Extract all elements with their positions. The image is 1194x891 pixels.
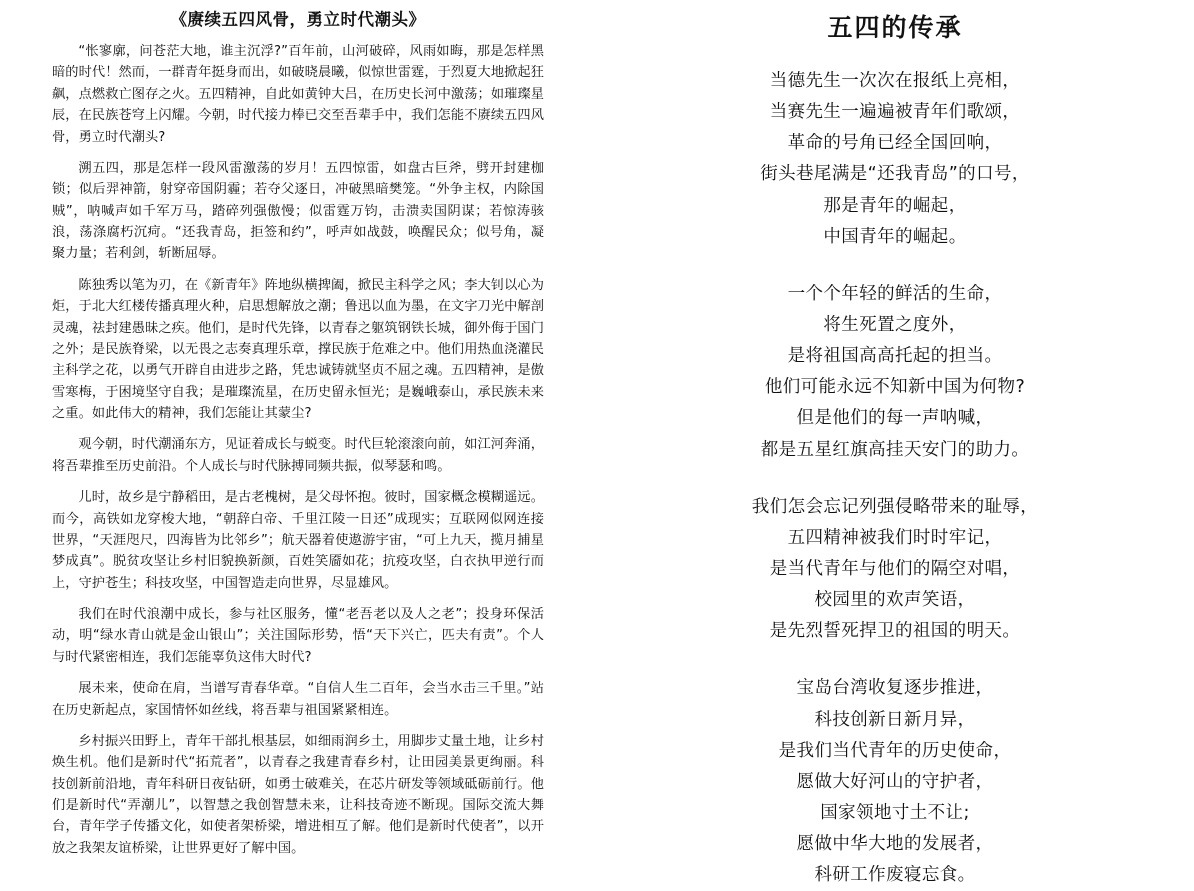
essay-paragraph: 陈独秀以笔为刃，在《新青年》阵地纵横捭阖，掀民主科学之风；李大钊以心为炬，于北大红楼传播真理火种，启思想解放之潮；鲁迅以血为墨，在文字刀光中解剖灵魂，祛封建愚昧之疾。他们，是时代先锋，以青春之躯筑钢铁长城，御外侮于国门之外；是民族脊梁，以无畏之志奏真理乐章，撑民族于危难之中。他们用热血浇灌民主科学之花，以勇气开辟自由进步之路，凭忠诚铸就坚贞不屈之魂。五四精神，是傲雪寒梅，于困境坚守自我；是璀璨流星，在历史留永恒光；是巍峨泰山，承民族未来之重。如此伟大的精神，我们怎能让其蒙尘? xyxy=(52,277,544,422)
poem-line: 是我们当代青年的历史使命， xyxy=(778,740,1012,761)
poem-stanza xyxy=(636,66,1154,253)
poem-line: 一个个年轻的鲜活的生命， xyxy=(787,283,1003,304)
essay-title: 《赓续五四风骨，勇立时代潮头》 xyxy=(170,10,426,29)
poem-line: 当赛先生一遍遍被青年们歌颂， xyxy=(769,102,1021,123)
essay-paragraph: 观今朝，时代潮涌东方，见证着成长与蜕变。时代巨轮滚滚向前，如江河奔涌，将吾辈推至历史前沿。个人成长与时代脉搏同频共振，似琴瑟和鸣。 xyxy=(52,437,544,474)
essay-column xyxy=(0,0,596,856)
poem-line: 将生死置之度外， xyxy=(823,314,967,335)
poem-line: 都是五星红旗高挂天安门的助力。 xyxy=(760,439,1030,460)
poem-line: 宝岛台湾收复逐步推进， xyxy=(796,678,994,699)
essay-paragraph: 我们在时代浪潮中成长，参与社区服务，懂“老吾老以及人之老”；投身环保活动，明“绿水青山就是金山银山”；关注国际形势，悟“天下兴亡，匹夫有责”。个人与时代紧密相连，我们怎能辜负这伟大时代? xyxy=(52,607,544,665)
poem-line: 科技创新日新月异， xyxy=(814,709,976,730)
poem-line: 是先烈誓死捍卫的祖国的明天。 xyxy=(769,621,1021,642)
poem-line: 愿做中华大地的发展者， xyxy=(796,834,994,855)
poem-line: 校园里的欢声笑语， xyxy=(814,590,976,611)
poem-column xyxy=(596,0,1194,886)
poem-line: 愿做大好河山的守护者， xyxy=(796,771,994,792)
poem-line: 五四精神被我们时时牢记， xyxy=(787,527,1003,548)
poem-line: 他们可能永远不知新中国为何物? xyxy=(764,377,1026,398)
poem-line: 那是青年的崛起， xyxy=(823,195,967,216)
poem-line: 我们怎会忘记列强侵略带来的耻辱， xyxy=(751,496,1039,517)
poem-stanza xyxy=(636,673,1154,891)
poem-stanza xyxy=(636,492,1154,648)
essay-paragraph: 展未来，使命在肩，当谱写青春华章。“自信人生二百年，会当水击三千里。”站在历史新起点，家国情怀如丝线，将吾辈与祖国紧紧相连。 xyxy=(52,681,544,718)
essay-paragraph: 溯五四，那是怎样一段风雷激荡的岁月！五四惊雷，如盘古巨斧，劈开封建枷锁；似后羿神箭，射穿帝国阴霾；若夺父逐日，冲破黑暗樊笼。“外争主权，内除国贼”，呐喊声如千军万马，踏碎列强傲慢；似雷霆万钧，击溃卖国阴谋；若惊涛骇浪，荡涤腐朽沉疴。“还我青岛，拒签和约”，呼声如战鼓，唤醒民众；似号角，凝聚力量；若利剑，斩断屈辱。 xyxy=(52,160,544,262)
essay-paragraph: 乡村振兴田野上，青年干部扎根基层，如细雨润乡土，用脚步丈量土地，让乡村焕生机。他们是新时代“拓荒者”，以青春之我建青春乡村，让田园美景更绚丽。科技创新前沿地，青年科研日夜钻研，如勇士破难关，在芯片研发等领域砥砺前行。他们是新时代“弄潮儿”，以智慧之我创智慧未来，让科技奇迹不断现。国际交流大舞台，青年学子传播文化，如使者架桥梁，增进相互了解。他们是新时代使者”，以开放之我架友谊桥梁，让世界更好了解中国。 xyxy=(52,733,544,856)
poem-title: 五四的传承 xyxy=(827,13,963,42)
essay-paragraph: “怅寥廓，问苍茫大地，谁主沉浮?”百年前，山河破碎，风雨如晦，那是怎样黑暗的时代！然而，一群青年挺身而出，如破晓晨曦，似惊世雷霆，于烈夏大地掀起狂飙，点燃救亡图存之火。五四精神，自此如黄钟大吕，在历史长河中激荡；如璀璨星辰，在民族苍穹上闪耀。今朝，时代接力棒已交至吾辈手中，我们怎能不赓续五四风骨，勇立时代潮头? xyxy=(52,44,544,145)
poem-line: 街头巷尾满是“还我青岛”的口号， xyxy=(760,164,1030,185)
poem-stanza xyxy=(636,279,1154,466)
poem-line: 科研工作废寝忘食。 xyxy=(814,865,976,886)
poem-line: 是当代青年与他们的隔空对唱， xyxy=(769,558,1021,579)
poem-line: 中国青年的崛起。 xyxy=(823,226,967,247)
poem-line: 但是他们的每一声呐喊， xyxy=(796,408,994,429)
poem-line: 革命的号角已经全国回响， xyxy=(787,133,1003,154)
poem-line: 当德先生一次次在报纸上亮相， xyxy=(769,71,1021,91)
poem-line: 国家领地寸土不让; xyxy=(820,802,970,823)
poem-line: 是将祖国高高托起的担当。 xyxy=(787,346,1003,367)
essay-paragraph: 儿时，故乡是宁静稻田，是古老槐树，是父母怀抱。彼时，国家概念模糊遥远。而今，高铁如龙穿梭大地，“朝辞白帝、千里江陵一日还”成现实；互联网似网连接世界，“天涯咫尺，四海皆为比邻乡”；航天器着使遨游宇宙，“可上九天，揽月捕星梦成真”。脱贫攻坚让乡村旧貌换新颜，百姓笑靥如花；抗疫攻坚，白衣执甲逆行而上，守护苍生；科技攻坚，中国智造走向世界，尽显雄风。 xyxy=(52,490,544,591)
